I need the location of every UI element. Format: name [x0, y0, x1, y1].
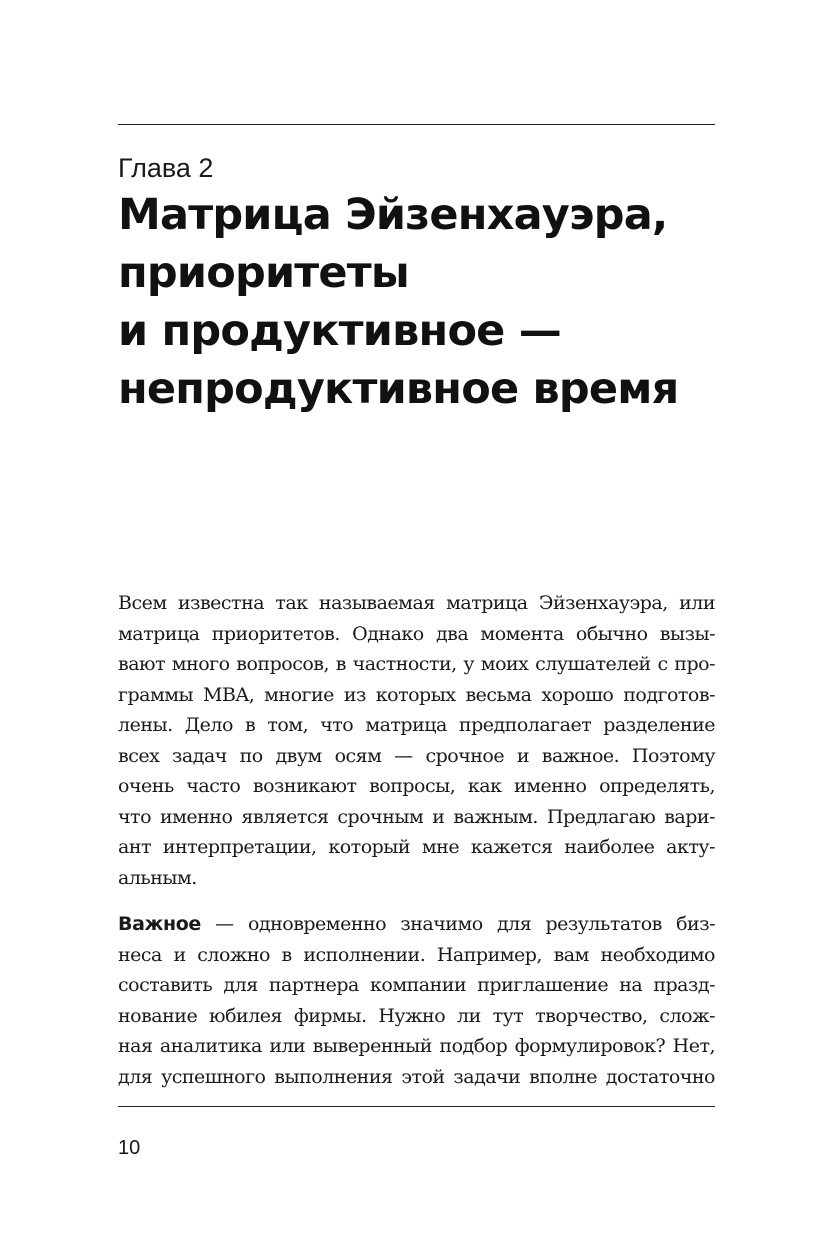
text-line: ант интерпретации, который мне кажется наиболее акту- [118, 836, 715, 858]
top-rule [118, 124, 715, 125]
intro-paragraph [118, 588, 715, 893]
text-line: составить для партнера компании приглашение на празд- [118, 974, 715, 996]
chapter-label: Глава 2 [118, 153, 214, 183]
chapter-title-line: непродуктивное время [118, 364, 679, 414]
bottom-rule [118, 1106, 715, 1107]
text-line: очень часто возникают вопросы, как именно определять, [118, 775, 715, 797]
chapter-title-line: приоритеты [118, 248, 409, 298]
text-line: ная аналитика или выверенный подбор формулировок? Нет, [118, 1035, 715, 1057]
chapter-title-line: и продуктивное — [118, 306, 561, 356]
text-line [118, 909, 715, 940]
chapter-title-line: Матрица Эйзенхауэра, [118, 190, 668, 240]
text-line: для успешного выполнения этой задачи вполне достаточно [118, 1065, 715, 1088]
text-line: матрица приоритетов. Однако два момента обычно вызы- [118, 622, 715, 645]
text-line: Всем известна так называемая матрица Эйзенхауэра, или [118, 592, 715, 614]
text-line: граммы MBA, многие из которых весьма хорошо подготов- [118, 683, 715, 706]
text-line: что именно является срочным и важным. Предлагаю вари- [118, 805, 715, 828]
chapter-title [118, 186, 718, 418]
text-line: всех задач по двум осям — срочное и важное. Поэтому [118, 744, 715, 767]
text-line: лены. Дело в том, что матрица предполагает разделение [118, 714, 715, 736]
text-fragment: — одновременно значимо для результатов биз- [200, 913, 715, 935]
important-term: Важное [118, 913, 201, 935]
text-line: неса и сложно в исполнении. Например, вам необходимо [118, 943, 715, 966]
page-number: 10 [118, 1137, 141, 1159]
text-line: альным. [118, 866, 197, 889]
text-line: вают много вопросов, в частности, у моих слушателей с про- [118, 653, 715, 675]
important-definition-paragraph [118, 909, 715, 1092]
text-line: нование юбилея фирмы. Нужно ли тут творчество, слож- [118, 1004, 715, 1027]
